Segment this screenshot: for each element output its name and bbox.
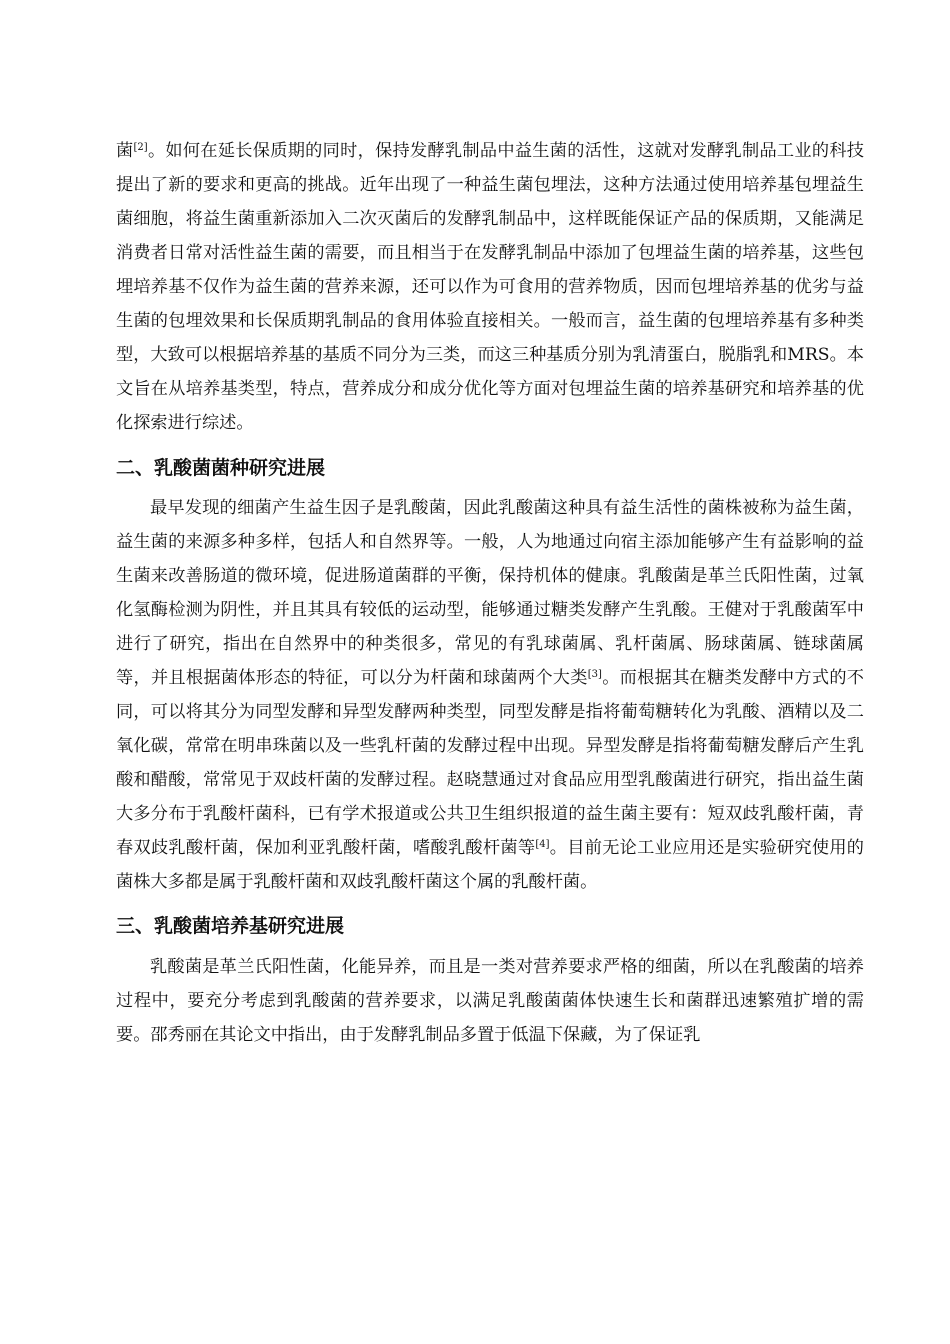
paragraph-text: 。而根据其在糖类发酵中方式的不同，可以将其分为同型发酵和异型发酵两种类型，同型发酵是指将葡萄糖转化为乳酸、酒精以及二氧化碳，常常在明串珠菌以及一些乳杆菌的发酵过程中出现。异型发酵是指将葡萄糖发酵后产生乳酸和醋酸，常常见于双歧杆菌的发酵过程。赵晓慧通过对食品应用型乳酸菌进行研究，指出益生菌大多分布于乳酸杆菌科，已有学术报道或公共卫生组织报道的益生菌主要有：短双歧乳酸杆菌，青春双歧乳酸杆菌，保加利亚乳酸杆菌，嗜酸乳酸杆菌等: [116, 668, 864, 858]
citation-ref: [2]: [133, 142, 148, 153]
paragraph-text: 。目前无论工业应用还是实验研究使用的菌株大多都是属于乳酸杆菌和双歧乳酸杆菌这个属的乳酸杆菌。: [116, 838, 864, 892]
document-page: [116, 134, 864, 1052]
paragraph-text: 最早发现的细菌产生益生因子是乳酸菌，因此乳酸菌这种具有益生活性的菌株被称为益生菌，益生菌的来源多种多样，包括人和自然界等。一般，人为地通过向宿主添加能够产生有益影响的益生菌来改善肠道的微环境，促进肠道菌群的平衡，保持机体的健康。乳酸菌是革兰氏阳性菌，过氧化氢酶检测为阴性，并且其具有较低的运动型，能够通过糖类发酵产生乳酸。王健对于乳酸菌军中进行了研究，指出在自然界中的种类很多，常见的有乳球菌属、乳杆菌属、肠球菌属、链球菌属等，并且根据菌体形态的特征，可以分为杆菌和球菌两个大类: [116, 498, 864, 688]
citation-ref: [3]: [587, 669, 602, 680]
section-heading: 二、乳酸菌菌种研究进展: [116, 457, 326, 479]
paragraph-text: 菌: [116, 141, 134, 161]
paragraph-text: 。如何在延长保质期的同时，保持发酵乳制品中益生菌的活性，这就对发酵乳制品工业的科技提出了新的要求和更高的挑战。近年出现了一种益生菌包埋法，这种方法通过使用培养基包埋益生菌细胞，将益生菌重新添加入二次灭菌后的发酵乳制品中，这样既能保证产品的保质期，又能满足消费者日常对活性益生菌的需要，而且相当于在发酵乳制品中添加了包埋益生菌的培养基，这些包埋培养基不仅作为益生菌的营养来源，还可以作为可食用的营养物质，因而包埋培养基的优劣与益生菌的包埋效果和长保质期乳制品的食用体验直接相关。一般而言，益生菌的包埋培养基有多种类型，大致可以根据培养基的基质不同分为三类，而这三种基质分别为乳清蛋白，脱脂乳和MRS。本文旨在从培养基类型，特点，营养成分和成分优化等方面对包埋益生菌的培养基研究和培养基的优化探索进行综述。: [116, 141, 864, 433]
section-heading: 三、乳酸菌培养基研究进展: [116, 915, 345, 937]
body-paragraph: [116, 491, 864, 899]
body-paragraph: 乳酸菌是革兰氏阳性菌，化能异养，而且是一类对营养要求严格的细菌，所以在乳酸菌的培养过程中，要充分考虑到乳酸菌的营养要求，以满足乳酸菌菌体快速生长和菌群迅速繁殖扩增的需要。邵秀丽在其论文中指出，由于发酵乳制品多置于低温下保藏，为了保证乳: [116, 957, 864, 1045]
body-paragraph: [116, 134, 864, 440]
citation-ref: [4]: [535, 839, 550, 850]
